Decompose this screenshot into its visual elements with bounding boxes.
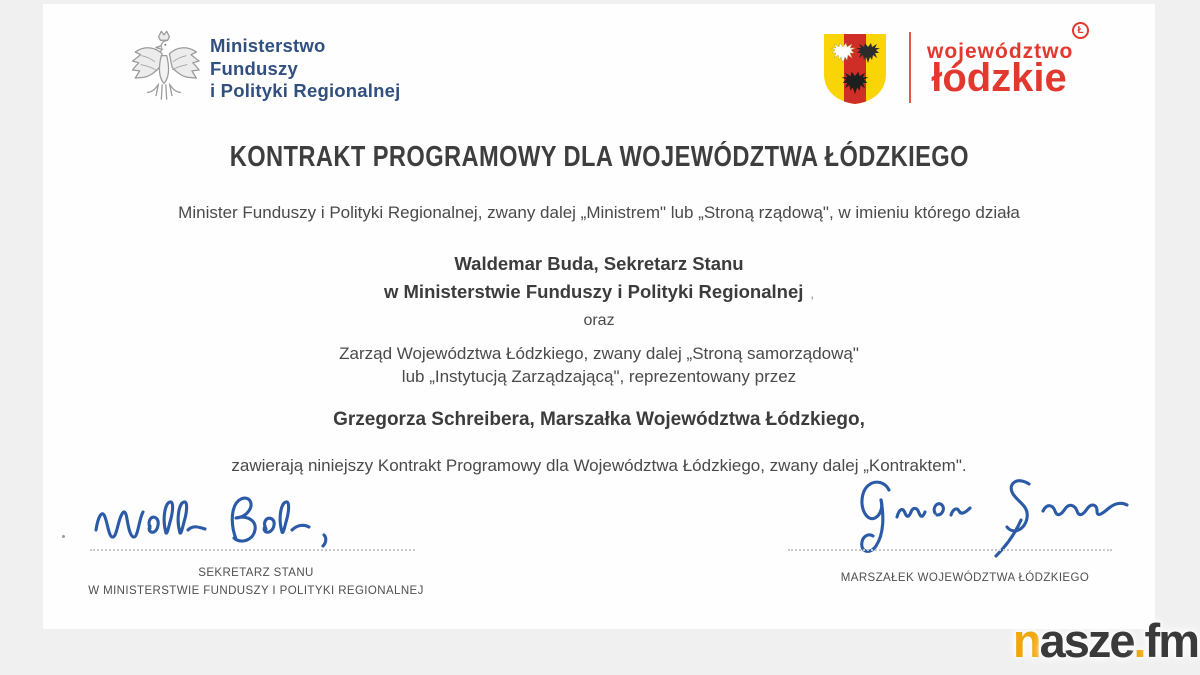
stray-period-mark — [62, 535, 65, 538]
document-title — [43, 141, 1155, 174]
signature-line-left — [90, 549, 415, 551]
watermark-part-asze: asze — [1039, 614, 1134, 667]
lodzkie-logo-word1: województwo — [927, 40, 1074, 63]
watermark-part-dot: . — [1133, 614, 1145, 667]
signatory-caption-right — [803, 570, 1127, 588]
signatory-caption-left — [56, 565, 456, 600]
caption-left-line2: W MINISTERSTWIE FUNDUSZY I POLITYKI REGIONALNEJ — [88, 584, 424, 597]
minister-name-block — [43, 250, 1155, 308]
ministry-line-1: Ministerstwo — [210, 35, 326, 56]
lodzkie-coat-of-arms-icon — [822, 32, 888, 106]
nasze-fm-watermark-logo — [958, 612, 1198, 672]
lodzkie-logo-word2: łódzkie — [931, 56, 1067, 100]
board-paragraph — [43, 342, 1155, 388]
marshal-name-line: Grzegorza Schreibera, Marszałka Województwa Łódzkiego, — [333, 409, 865, 430]
signature-left-handwritten-icon — [88, 492, 354, 562]
contract-document — [43, 4, 1155, 629]
ministry-line-2: Funduszy — [210, 57, 298, 79]
conjunction-oraz: oraz — [583, 312, 615, 329]
logo-divider-line — [909, 32, 911, 103]
ministry-logo-wordmark — [210, 35, 400, 103]
board-line1: Zarząd Województwa Łódzkiego, zwany dalej „Stroną samorządową" — [339, 344, 859, 363]
watermark-part-fm: fm — [1144, 614, 1198, 667]
ministry-line-3: i Polityki Regionalnej — [210, 80, 401, 101]
signature-line-right — [788, 549, 1112, 551]
watermark-part-n: n — [1012, 614, 1040, 667]
polish-eagle-icon — [128, 28, 200, 112]
caption-right-line1: MARSZAŁEK WOJEWÓDZTWA ŁÓDZKIEGO — [840, 572, 1090, 584]
document-title-text: KONTRAKT PROGRAMOWY DLA WOJEWÓDZTWA ŁÓDZKIEGO — [229, 141, 969, 173]
intro-paragraph: Minister Funduszy i Polityki Regionalnej, zwany dalej „Ministrem" lub „Stroną rządową", w imieniu którego działa — [178, 203, 1020, 222]
caption-left-line1: SEKRETARZ STANU — [198, 567, 314, 579]
closing-paragraph: zawierają niniejszy Kontrakt Programowy dla Województwa Łódzkiego, zwany dalej „Kontraktem". — [231, 456, 967, 475]
lodzkie-trademark-badge: Ł — [1072, 22, 1089, 39]
footnote-mark: , — [810, 286, 815, 301]
minister-name-line1: Waldemar Buda, Sekretarz Stanu — [454, 253, 744, 274]
minister-name-line2: w Ministerstwie Funduszy i Polityki Regionalnej , — [383, 281, 815, 302]
signature-right-handwritten-icon — [843, 472, 1135, 568]
board-line2: lub „Instytucją Zarządzającą", reprezentowany przez — [401, 367, 797, 386]
